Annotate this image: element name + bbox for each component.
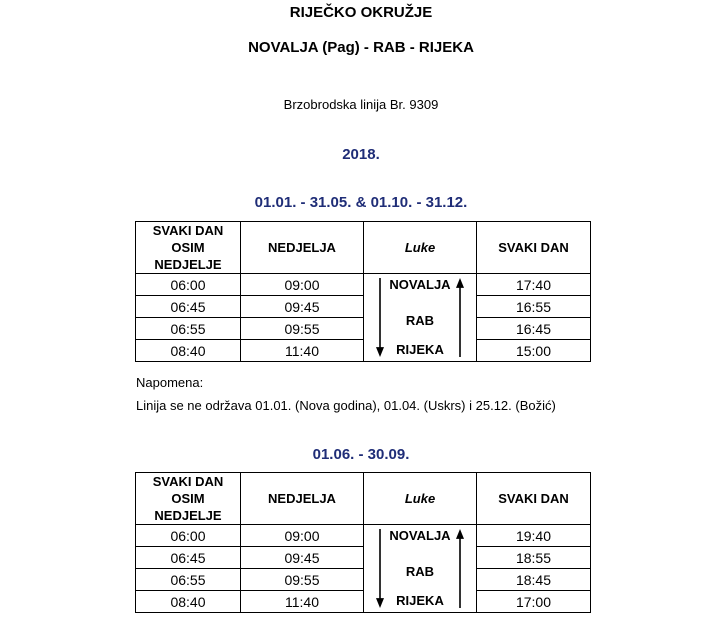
col-header-sunday: NEDJELJA [241,222,364,274]
col-header-daily: SVAKI DAN [477,222,591,274]
down-arrow-icon [376,529,384,608]
time-cell: 17:40 [477,274,591,296]
port-novalja: NOVALJA [389,277,451,292]
table-row [136,274,591,296]
col-header-daily-except-sunday: SVAKI DAN OSIM NEDJELJE [136,473,241,525]
line-number: Brzobrodska linija Br. 9309 [283,97,439,112]
col-header-sunday: NEDJELJA [241,473,364,525]
time-cell: 09:45 [241,296,364,318]
time-cell: 16:55 [477,296,591,318]
time-cell: 08:40 [136,340,241,362]
year-heading: 2018. [342,146,380,163]
timetable-2 [135,472,591,613]
up-arrow-icon [456,278,464,357]
col-header-ports: Luke [364,222,477,274]
up-arrow-icon [456,529,464,608]
table-header-row [136,222,591,274]
time-cell: 15:00 [477,340,591,362]
time-cell: 09:55 [241,569,364,591]
time-cell: 17:00 [477,591,591,613]
time-cell: 11:40 [241,340,364,362]
time-cell: 06:00 [136,525,241,547]
port-rab: RAB [405,313,435,328]
period-title-2: 01.06. - 30.09. [312,446,410,463]
note-text: Linija se ne održava 01.01. (Nova godina), 01.04. (Uskrs) i 25.12. (Božić) [136,398,556,413]
ports-cell [364,525,477,613]
time-cell: 19:40 [477,525,591,547]
region-title: RIJEČKO OKRUŽJE [289,4,433,21]
time-cell: 16:45 [477,318,591,340]
port-rijeka: RIJEKA [396,342,444,357]
time-cell: 09:55 [241,318,364,340]
ports-cell [364,274,477,362]
timetable-1 [135,221,591,362]
col-header-ports: Luke [364,473,477,525]
time-cell: 06:45 [136,547,241,569]
col-header-daily: SVAKI DAN [477,473,591,525]
period-title-1: 01.01. - 31.05. & 01.10. - 31.12. [254,194,468,211]
time-cell: 06:45 [136,296,241,318]
table-row [136,525,591,547]
port-rab: RAB [405,564,435,579]
time-cell: 06:55 [136,569,241,591]
time-cell: 09:45 [241,547,364,569]
time-cell: 09:00 [241,525,364,547]
col-header-daily-except-sunday: SVAKI DAN OSIM NEDJELJE [136,222,241,274]
port-rijeka: RIJEKA [396,593,444,608]
note-label: Napomena: [136,375,204,390]
time-cell: 06:55 [136,318,241,340]
time-cell: 11:40 [241,591,364,613]
time-cell: 08:40 [136,591,241,613]
route-title: NOVALJA (Pag) - RAB - RIJEKA [248,39,474,56]
time-cell: 09:00 [241,274,364,296]
table-header-row [136,473,591,525]
time-cell: 06:00 [136,274,241,296]
down-arrow-icon [376,278,384,357]
port-novalja: NOVALJA [389,528,451,543]
time-cell: 18:45 [477,569,591,591]
time-cell: 18:55 [477,547,591,569]
